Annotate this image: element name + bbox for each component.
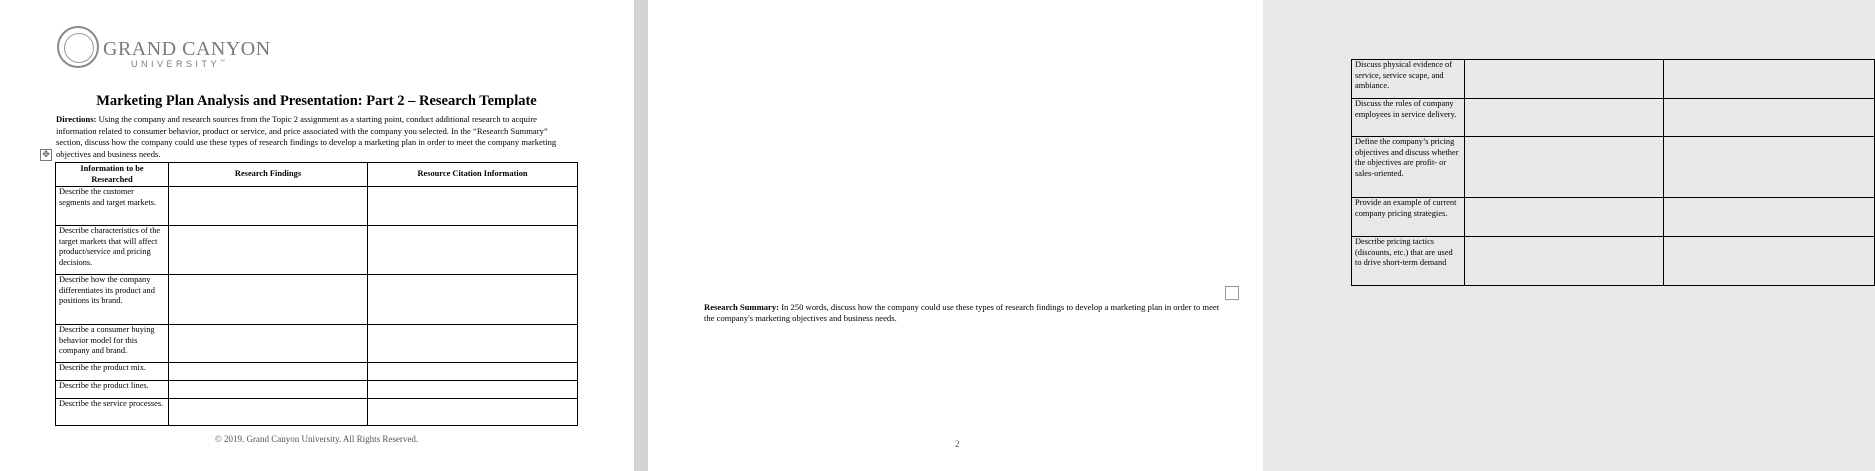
citation-cell[interactable]: [1664, 237, 1875, 286]
directions-label: Directions:: [56, 114, 97, 124]
table-row: [1352, 60, 1875, 99]
findings-cell[interactable]: [1465, 99, 1664, 137]
table-resize-handle-icon[interactable]: [1225, 286, 1239, 300]
citation-cell[interactable]: [368, 226, 578, 275]
citation-cell[interactable]: [368, 275, 578, 325]
directions-paragraph: [56, 114, 576, 160]
table-row: [56, 325, 578, 363]
table-row: [1352, 99, 1875, 137]
citation-cell[interactable]: [368, 325, 578, 363]
row-label: Describe the product mix.: [56, 363, 169, 381]
header-citation: Resource Citation Information: [368, 163, 578, 187]
findings-cell[interactable]: [1465, 237, 1664, 286]
findings-cell[interactable]: [1465, 60, 1664, 99]
table-move-handle-icon[interactable]: ✥: [40, 149, 52, 161]
citation-cell[interactable]: [1664, 60, 1875, 99]
table-row: [56, 275, 578, 325]
row-label: Describe characteristics of the target markets that will affect product/service and pricing decisions.: [56, 226, 169, 275]
findings-cell[interactable]: [169, 187, 368, 226]
summary-label: Research Summary:: [704, 302, 780, 312]
copyright-footer: © 2019. Grand Canyon University. All Rights Reserved.: [214, 434, 419, 444]
citation-cell[interactable]: [368, 363, 578, 381]
research-summary: [704, 302, 1229, 324]
row-label: Describe pricing tactics (discounts, etc.) that are used to drive short-term demand: [1352, 237, 1465, 286]
table-row: [56, 363, 578, 381]
citation-cell[interactable]: [368, 187, 578, 226]
table-row: [1352, 237, 1875, 286]
citation-cell[interactable]: [368, 381, 578, 399]
findings-cell[interactable]: [1465, 198, 1664, 237]
university-logo: [57, 26, 271, 72]
row-label: Describe a consumer buying behavior model for this company and brand.: [56, 325, 169, 363]
citation-cell[interactable]: [1664, 137, 1875, 198]
citation-cell[interactable]: [368, 399, 578, 426]
directions-text: Using the company and research sources from the Topic 2 assignment as a starting point, conduct additional research to acquire information related to consumer behavior, product or service, and price associated with the company you selected. In the “Research Summary” section, discuss how the company could use these types of research findings to develop a marketing plan in order to meet the company marketing objectives and business needs.: [56, 114, 557, 159]
page-gutter: [634, 0, 648, 471]
table-row: [1352, 198, 1875, 237]
findings-cell[interactable]: [169, 399, 368, 426]
logo-name: GRAND CANYON: [103, 38, 271, 60]
row-label: Provide an example of current company pricing strategies.: [1352, 198, 1465, 237]
research-table-page-1: [55, 162, 578, 426]
header-research-findings: Research Findings: [169, 163, 368, 187]
header-information: Information to be Researched: [56, 163, 169, 187]
document-page-2: [648, 0, 1459, 471]
citation-cell[interactable]: [1664, 198, 1875, 237]
citation-cell[interactable]: [1664, 99, 1875, 137]
table-row: [56, 381, 578, 399]
findings-cell[interactable]: [169, 381, 368, 399]
research-table-page-2: [1351, 59, 1875, 286]
findings-cell[interactable]: [169, 226, 368, 275]
row-label: Describe the service processes.: [56, 399, 169, 426]
university-seal-icon: [57, 26, 99, 68]
table-row: [1352, 137, 1875, 198]
summary-text: In 250 words, discuss how the company could use these types of research findings to develop a marketing plan in order to meet the company's marketing objectives and business needs.: [704, 302, 1220, 323]
row-label: Discuss physical evidence of service, service scape, and ambiance.: [1352, 60, 1465, 99]
findings-cell[interactable]: [169, 363, 368, 381]
row-label: Discuss the roles of company employees in service delivery.: [1352, 99, 1465, 137]
table-row: [56, 187, 578, 226]
row-label: Define the company’s pricing objectives and discuss whether the objectives are profit- or sales-oriented.: [1352, 137, 1465, 198]
table-row: [56, 399, 578, 426]
page-number: 2: [955, 439, 960, 449]
row-label: Describe the product lines.: [56, 381, 169, 399]
table-row: [56, 226, 578, 275]
findings-cell[interactable]: [1465, 137, 1664, 198]
logo-subtitle: UNIVERSITY™: [131, 59, 226, 69]
row-label: Describe the customer segments and target markets.: [56, 187, 169, 226]
row-label: Describe how the company differentiates its product and positions its brand.: [56, 275, 169, 325]
table-header-row: [56, 163, 578, 187]
findings-cell[interactable]: [169, 325, 368, 363]
findings-cell[interactable]: [169, 275, 368, 325]
document-page-1: [0, 0, 634, 471]
document-title: Marketing Plan Analysis and Presentation: Part 2 – Research Template: [96, 93, 537, 109]
